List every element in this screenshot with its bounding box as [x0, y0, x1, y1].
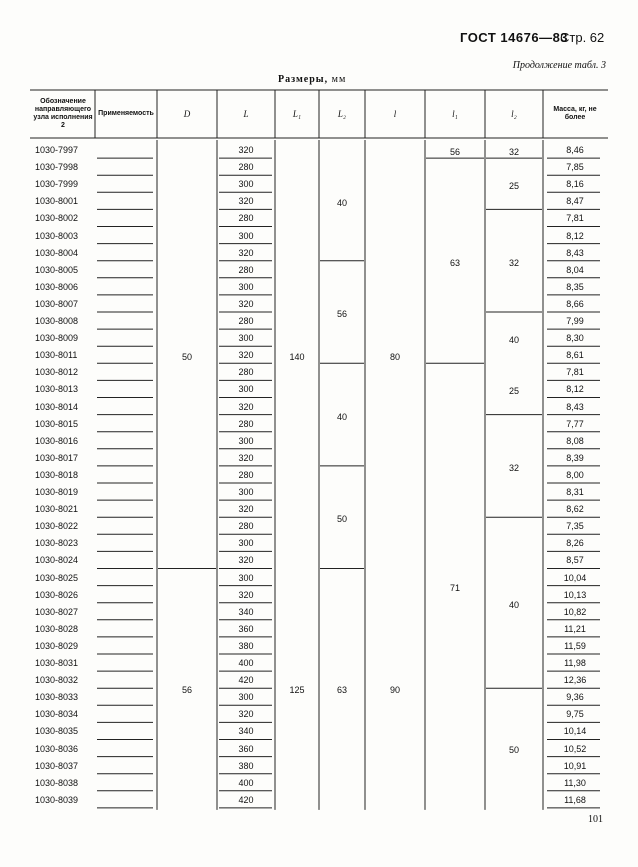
row-l-value: 340: [238, 726, 254, 737]
row-l-value: 280: [238, 367, 254, 378]
l1-value: 140: [289, 351, 305, 362]
d-value: 50: [181, 351, 192, 362]
small-l2-value: 25: [508, 385, 519, 396]
row-l-value: 320: [238, 298, 254, 309]
row-mass-value: 8,39: [566, 452, 584, 463]
standard-number: ГОСТ 14676—83: [460, 30, 569, 45]
row-mass-value: 10,04: [563, 572, 587, 583]
row-l-value: 400: [238, 658, 254, 668]
row-l-value: 340: [238, 606, 254, 617]
row-l-value: 280: [238, 469, 254, 480]
row-mass-value: 9,36: [566, 692, 584, 703]
row-mass-value: 10,14: [563, 726, 587, 737]
row-designation: 1030-8037: [35, 760, 79, 771]
row-mass-value: 7,85: [566, 162, 584, 173]
row-mass-value: 11,59: [564, 640, 586, 651]
page-label: Стр. 62: [560, 30, 605, 45]
row-l-value: 320: [238, 709, 254, 720]
row-designation: 1030-7999: [35, 179, 79, 190]
row-l-value: 420: [238, 794, 254, 805]
row-l-value: 300: [238, 692, 254, 703]
row-mass-value: 11,21: [564, 623, 586, 634]
row-designation: 1030-8006: [35, 281, 79, 292]
row-designation: 1030-8028: [35, 623, 79, 634]
row-l-value: 320: [238, 247, 254, 258]
row-l-value: 320: [238, 504, 254, 515]
l1-value: 125: [289, 685, 305, 696]
row-designation: 1030-8032: [35, 675, 79, 686]
row-designation: 1030-8003: [35, 230, 79, 241]
row-l-value: 380: [238, 760, 254, 771]
row-designation: 1030-7998: [35, 162, 79, 173]
small-l1-value: 56: [449, 146, 460, 157]
col-mass-header: Масса, кг, не более: [553, 105, 597, 121]
small-l-value: 90: [389, 685, 400, 696]
row-mass-value: 10,13: [563, 589, 587, 600]
row-l-value: 320: [238, 452, 254, 463]
row-mass-value: 12,36: [563, 675, 587, 686]
row-l-value: 300: [238, 435, 254, 446]
row-l-value: 320: [238, 145, 254, 155]
row-mass-value: 7,81: [566, 213, 584, 224]
l2-value: 40: [336, 411, 347, 422]
small-l2-value: 32: [508, 462, 519, 473]
row-designation: 1030-8007: [35, 298, 79, 309]
row-designation: 1030-8034: [35, 709, 79, 720]
row-mass-value: 8,62: [566, 504, 584, 515]
row-mass-value: 11,98: [564, 658, 586, 668]
row-mass-value: 8,43: [566, 401, 584, 412]
col-small-l1-header: l₁: [452, 108, 458, 119]
col-l2-header: L₂: [337, 108, 347, 119]
row-mass-value: 8,12: [566, 384, 584, 395]
small-l2-value: 32: [508, 257, 519, 268]
row-designation: 1030-8014: [35, 401, 79, 412]
row-designation: 1030-8019: [35, 487, 79, 497]
row-l-value: 320: [238, 555, 254, 566]
row-designation: 1030-8013: [35, 384, 79, 395]
row-mass-value: 8,00: [566, 469, 584, 480]
row-mass-value: 10,82: [563, 606, 587, 617]
l2-value: 50: [336, 514, 347, 525]
col-l1-header: L₁: [292, 108, 302, 119]
row-l-value: 320: [238, 589, 254, 600]
row-designation: 1030-8017: [35, 452, 79, 463]
col-applicability-header: Применяемость: [98, 109, 154, 117]
row-designation: 1030-8031: [35, 658, 79, 668]
row-l-value: 300: [238, 487, 254, 497]
row-mass-value: 8,26: [566, 538, 584, 549]
row-designation: 1030-8021: [35, 504, 79, 515]
row-designation: 1030-8009: [35, 333, 79, 344]
row-mass-value: 8,04: [566, 264, 584, 275]
row-designation: 1030-8001: [35, 196, 79, 207]
col-designation-header: Обозначение направляющего узла исполнения 2: [33, 97, 93, 130]
row-designation: 1030-8022: [35, 521, 79, 532]
row-designation: 1030-8018: [35, 469, 79, 480]
col-small-l2-header: l₂: [511, 108, 517, 119]
row-l-value: 300: [238, 384, 254, 395]
row-l-value: 280: [238, 316, 254, 326]
l2-value: 40: [336, 197, 347, 208]
row-designation: 1030-8025: [35, 572, 79, 583]
row-designation: 1030-8011: [35, 350, 78, 361]
row-designation: 1030-8016: [35, 435, 79, 446]
row-designation: 1030-8023: [35, 538, 79, 549]
row-designation: 1030-8012: [35, 367, 79, 378]
row-designation: 1030-8024: [35, 555, 79, 566]
row-designation: 1030-8004: [35, 247, 79, 258]
row-mass-value: 8,66: [566, 298, 584, 309]
row-designation: 1030-8027: [35, 606, 79, 617]
row-mass-value: 8,43: [566, 247, 584, 258]
row-l-value: 320: [238, 350, 254, 361]
small-l2-value: 40: [508, 599, 519, 610]
row-mass-value: 7,81: [566, 367, 584, 378]
row-mass-value: 7,99: [566, 316, 584, 326]
small-l2-value: 40: [508, 334, 519, 345]
row-mass-value: 8,57: [566, 555, 584, 566]
row-mass-value: 8,16: [566, 179, 584, 190]
page-number: 101: [588, 814, 603, 825]
row-mass-value: 7,77: [566, 418, 584, 429]
row-designation: 1030-8038: [35, 777, 79, 788]
row-designation: 1030-8036: [35, 743, 79, 754]
l2-value: 56: [336, 309, 347, 319]
row-l-value: 320: [238, 401, 254, 412]
row-mass-value: 11,68: [564, 794, 586, 805]
d-value: 56: [181, 685, 192, 696]
row-mass-value: 10,91: [563, 760, 587, 771]
row-designation: 1030-8035: [35, 726, 79, 737]
row-mass-value: 10,52: [563, 743, 587, 754]
col-l-header: L: [243, 108, 249, 119]
row-l-value: 400: [238, 777, 254, 788]
small-l2-value: 50: [508, 745, 519, 756]
l2-value: 63: [336, 685, 347, 696]
row-mass-value: 8,30: [566, 333, 584, 344]
row-l-value: 280: [238, 162, 254, 173]
row-designation: 1030-8026: [35, 589, 79, 600]
row-designation: 1030-7997: [35, 145, 79, 155]
row-designation: 1030-8005: [35, 264, 79, 275]
row-mass-value: 8,12: [566, 230, 584, 241]
row-l-value: 360: [238, 623, 254, 634]
row-designation: 1030-8015: [35, 418, 79, 429]
row-designation: 1030-8039: [35, 794, 79, 805]
row-l-value: 300: [238, 538, 254, 549]
col-d-header: D: [183, 108, 191, 119]
row-l-value: 300: [238, 179, 254, 190]
row-l-value: 280: [238, 418, 254, 429]
row-l-value: 420: [238, 675, 254, 686]
row-mass-value: 8,31: [566, 487, 584, 497]
row-designation: 1030-8029: [35, 640, 79, 651]
row-designation: 1030-8008: [35, 316, 79, 326]
row-l-value: 300: [238, 333, 254, 344]
row-l-value: 280: [238, 213, 254, 224]
small-l-value: 80: [389, 351, 400, 362]
row-l-value: 300: [238, 230, 254, 241]
row-l-value: 280: [238, 264, 254, 275]
table-continuation: Продолжение табл. 3: [512, 60, 606, 71]
row-l-value: 280: [238, 521, 254, 532]
col-small-l-header: l: [393, 108, 397, 119]
row-l-value: 380: [238, 640, 254, 651]
row-l-value: 300: [238, 281, 254, 292]
row-mass-value: 11,30: [564, 777, 586, 788]
row-designation: 1030-8033: [35, 692, 79, 703]
row-mass-value: 8,35: [566, 281, 584, 292]
dimensions-label: Размеры,: [278, 74, 329, 85]
row-l-value: 360: [238, 743, 254, 754]
dimensions-unit: мм: [331, 74, 347, 85]
small-l2-value: 25: [508, 180, 519, 191]
small-l1-value: 71: [449, 582, 460, 593]
row-l-value: 300: [238, 572, 254, 583]
row-mass-value: 9,75: [566, 709, 584, 720]
row-mass-value: 8,61: [566, 350, 584, 361]
small-l2-value: 32: [508, 146, 519, 157]
row-l-value: 320: [238, 196, 254, 207]
row-mass-value: 8,46: [566, 145, 584, 155]
row-mass-value: 7,35: [566, 521, 584, 532]
row-mass-value: 8,08: [566, 435, 584, 446]
row-designation: 1030-8002: [35, 213, 79, 224]
row-mass-value: 8,47: [566, 196, 584, 207]
small-l1-value: 63: [449, 257, 460, 268]
